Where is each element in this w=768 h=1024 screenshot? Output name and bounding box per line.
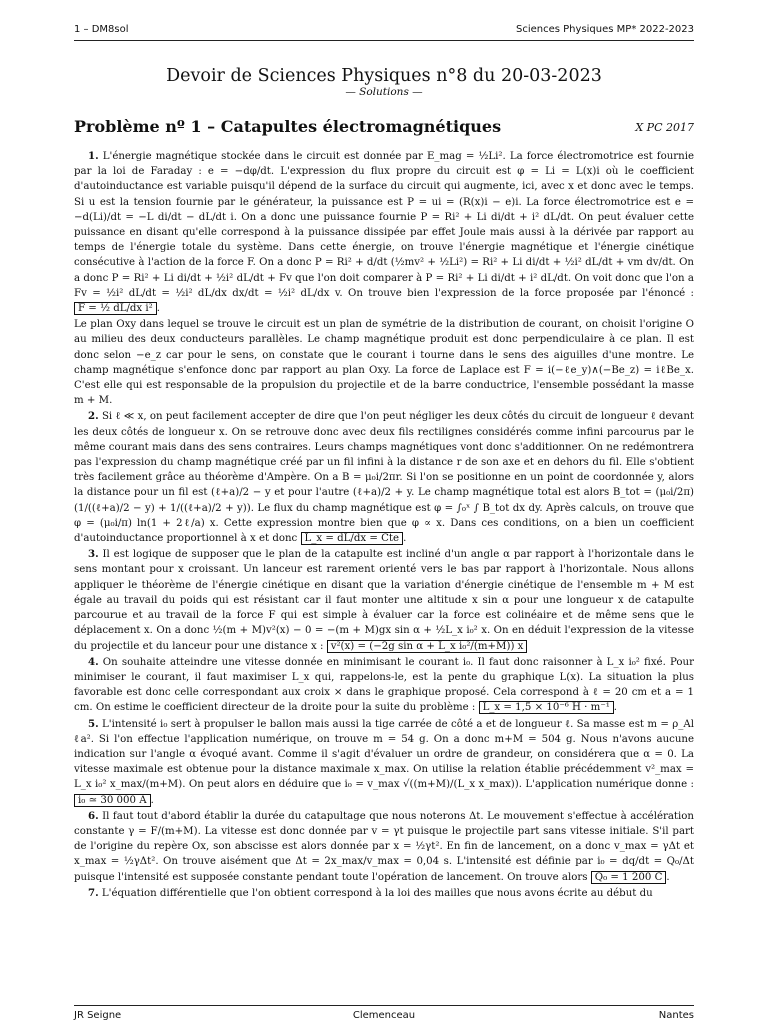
paragraph-1: [74, 149, 694, 316]
paragraph-1-continued: [74, 317, 694, 408]
question-number: 5.: [88, 717, 99, 730]
footer-right: Nantes: [658, 1010, 694, 1021]
page-title: Devoir de Sciences Physiques n°8 du 20-03-2023: [166, 66, 602, 86]
solution-body: [74, 149, 694, 1004]
question-number: 1.: [88, 150, 99, 162]
problem-title: Problème nº 1 – Catapultes électromagnétiques: [74, 117, 502, 136]
footer-left: JR Seigne: [74, 1010, 122, 1021]
question-number: 7.: [88, 886, 99, 899]
boxed-result: v²(x) = (−2g sin α + L_x i₀²/(m+M)) x: [327, 640, 528, 653]
question-number: 3.: [88, 548, 99, 561]
paragraph-text: L'intensité i₀ sert à propulser le ballon mais aussi la tige carrée de côté a et de longueur ℓ. Sa masse est m = ρ_Al ℓa². Si l'on effectue l'application numérique, on trouve m = 54 g. On a donc m+M = 504 g. Nous n'avons aucune indication sur l'angle α évoqué avant. Comme il s'agit d'évaluer un ordre de grandeur, on considérera que α = 0. La vitesse maximale est obtenue pour la distance maximale x_max. On utilise la relation établie précédemment v²_max = L_x i₀² x_max/(m+M). On peut alors en déduire que i₀ = v_max √((m+M)/(L_x x_max)). L'application numérique donne :: [74, 718, 694, 791]
header-right: Sciences Physiques MP* 2022-2023: [516, 24, 694, 35]
paragraph-7: [74, 886, 694, 901]
footer-rule: [74, 1005, 694, 1006]
paragraph-text: On souhaite atteindre une vitesse donnée en minimisant le courant i₀. Il faut donc raisonner à L_x i₀² fixé. Pour minimiser le courant, il faut maximiser L_x qui, rappelons-le, est la pente du graphique L(x). La situation la plus favorable est donc celle correspondant aux croix × dans le graphique proposé. Cela correspond à ℓ = 20 cm et a = 1 cm. On estime le coefficient directeur de la droite pour la suite du problème :: [74, 656, 694, 714]
header-left: 1 – DM8sol: [74, 24, 129, 35]
paragraph-text: L'énergie magnétique stockée dans le circuit est donnée par E_mag = ½Li². La force électromotrice est fournie par la loi de Faraday : e = −dφ/dt. L'expression du flux propre du circuit est φ = Li = L(x)i où le coefficient d'autoinductance est variable puisqu'il dépend de la surface du circuit qui augmente, ici, avec x et donc avec le temps. Si u est la tension fournie par le générateur, la puissance est P = ui = (R(x)i − e)i. La force électromotrice est e = −d(Li)/dt = −L di/dt − dL/dt i. On a donc une puissance fournie P = Ri² + Li di/dt + i² dL/dt. On peut évaluer cette puissance en disant qu'elle correspond à la puissance dissipée par effet Joule mais aussi à la dérivée par rapport au temps de l'énergie totale du système. Dans cette énergie, on trouve l'énergie magnétique et l'énergie cinétique consécutive à l'action de la force F. On a donc P = Ri² + d/dt (½mv² + ½Li²) = Ri² + Li di/dt + ½i² dL/dt + vm dv/dt. On a donc P = Ri² + Li di/dt + ½i² dL/dt + Fv que l'on doit comparer à P = Ri² + Li di/dt + i² dL/dt. On voit donc que l'on a Fv = ½i² dL/dt = ½i² dL/dx dx/dt = ½i² dL/dx v. On trouve bien l'expression de la force proposée par l'énoncé :: [74, 151, 694, 299]
boxed-result: Q₀ = 1 200 C: [591, 871, 667, 884]
boxed-result: L_x = dL/dx = Cte: [301, 532, 404, 545]
boxed-result: i₀ ≃ 30 000 A: [74, 794, 151, 807]
paragraph-2: [74, 409, 694, 546]
boxed-result: L_x = 1,5 × 10⁻⁶ H · m⁻¹: [479, 701, 614, 714]
paragraph-text: Il faut tout d'abord établir la durée du catapultage que nous noterons Δt. Le mouvement s'effectue à accélération constante γ = F/(m+M). La vitesse est donc donnée par v = γt puisque le projectile part sans vitesse initiale. S'il part de l'origine du repère Ox, son abscisse est alors donnée par x = ½γt². En fin de lancement, on a donc v_max = γΔt et x_max = ½γΔt². On trouve aisément que Δt = 2x_max/v_max = 0,04 s. L'intensité est définie par i₀ = dq/dt = Q₀/Δt puisque l'intensité est supposée constante pendant toute l'opération de lancement. On trouve alors: [74, 810, 694, 883]
paragraph-5: [74, 717, 694, 808]
paragraph-text: Il est logique de supposer que le plan de la catapulte est incliné d'un angle α par rapport à l'horizontale dans le sens montant pour x croissant. Un lanceur est rarement orienté vers le bas par rapport à l'horizontale. Nous allons appliquer le théorème de l'énergie cinétique en disant que la variation d'énergie cinétique de l'ensemble m + M est égale au travail du poids qui est résistant car il faut monter une altitude x sin α pour une longueur x de catapulte parcourue et au travail de la force F qui est simple à évaluer car la force est colinéaire et de même sens que le déplacement x. On a donc ½(m + M)v²(x) − 0 = −(m + M)gx sin α + ½L_x i₀² x. On en déduit l'expression de la vitesse du projectile et du lanceur pour une distance x :: [74, 549, 694, 652]
header-rule: [74, 40, 694, 41]
paragraph-4: [74, 655, 694, 716]
boxed-result: F = ½ dL/dx i²: [74, 302, 157, 315]
paragraph-punct: .: [156, 303, 161, 315]
paragraph-text: L'équation différentielle que l'on obtient correspond à la loi des mailles que nous avons écrite au début du: [101, 887, 653, 899]
paragraph-text: Le plan Oxy dans lequel se trouve le circuit est un plan de symétrie de la distribution de courant, on choisit l'origine O au milieu des deux conducteurs parallèles. Le champ magnétique produit est donc perpendiculaire à ce plan. Il est donc selon −e_z car pour le sens, on constate que le courant i tourne dans le sens des aiguilles d'une montre. Le champ magnétique s'enfonce donc par rapport au plan Oxy. La force de Laplace est F = i(−ℓe_y)∧(−Be_z) = iℓBe_x. C'est elle qui est responsable de la propulsion du projectile et de la barre conductrice, l'ensemble possédant la masse m + M.: [74, 319, 694, 407]
paragraph-3: [74, 547, 694, 653]
paragraph-punct: .: [666, 871, 670, 883]
paragraph-punct: .: [150, 794, 154, 806]
page-subtitle: — Solutions —: [345, 86, 423, 98]
question-number: 2.: [88, 410, 99, 423]
paragraph-text: Si ℓ ≪ x, on peut facilement accepter de dire que l'on peut négliger les deux côtés du circuit de longueur ℓ devant les deux côtés de longueur x. On se retrouve donc avec deux fils rectilignes considérés comme infini parcourus par le même courant mais dans des sens contraires. Leurs champs magnétiques vont donc s'additionner. On ne redémontrera pas l'expression du champ magnétique créé par un fil infini à la distance r de son axe et en dehors du fil. Elle s'obtient très facilement grâce au théorème d'Ampère. On a B = μ₀i/2πr. Si l'on se positionne en un point de coordonnée y, alors la distance pour un fil est (ℓ+a)/2 − y et pour l'autre (ℓ+a)/2 + y. Le champ magnétique total est alors B_tot = (μ₀i/2π)(1/((ℓ+a)/2 − y) + 1/((ℓ+a)/2 + y)). Le flux du champ magnétique est φ = ∫₀ˣ ∫ B_tot dx dy. Après calculs, on trouve que φ = (μ₀i/π) ln(1 + 2ℓ/a) x. Cette expression montre bien que φ ∝ x. Dans ces conditions, on a bien un coefficient d'autoinductance proportionnel à x et donc: [74, 411, 694, 545]
paragraph-punct: .: [403, 533, 407, 545]
question-number: 4.: [88, 655, 99, 668]
question-number: 6.: [88, 809, 99, 822]
problem-source: X PC 2017: [635, 121, 694, 134]
paragraph-6: [74, 809, 694, 885]
paragraph-punct: .: [613, 702, 618, 714]
footer-center: Clemenceau: [352, 1010, 416, 1021]
